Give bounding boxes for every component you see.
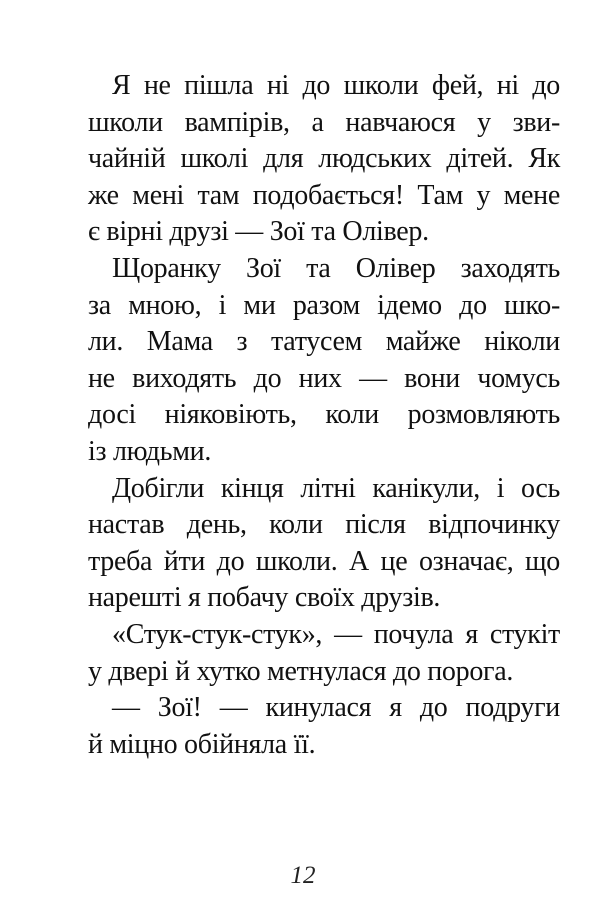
paragraph-2-line-1: Щоранку Зої та Олівер заходять — [112, 252, 560, 284]
page-number: 12 — [290, 862, 316, 889]
paragraph-1-line-1: Я не пішла ні до школи фей, ні до — [112, 70, 560, 101]
paragraph-3-line-4: нарешті я побачу своїх друзів. — [88, 582, 441, 614]
paragraph-3-line-2: настав день, коли після відпочинку — [88, 509, 560, 541]
paragraph-1-line-3: чайній школі для людських дітей. Як — [88, 143, 560, 175]
paragraph-5-line-2: й міцно обійняла її. — [88, 728, 316, 760]
paragraph-5-line-1: — Зої! — кинулася я до подруги — [112, 692, 560, 724]
paragraph-1-line-4: же мені там подобається! Там у мене — [88, 179, 560, 211]
paragraph-1-line-5: є вірні друзі — Зої та Олівер. — [88, 216, 429, 248]
paragraph-3-line-1: Добігли кінця літні канікули, і ось — [112, 472, 560, 504]
paragraph-2-line-4: не виходять до них — вони чомусь — [88, 362, 560, 394]
body-text — [88, 68, 560, 763]
paragraph-4-line-1: «Стук-стук-стук», — почула я стукіт — [112, 618, 560, 650]
paragraph-2-line-2: за мною, і ми разом ідемо до шко- — [88, 289, 560, 321]
paragraph-2-line-6: із людьми. — [88, 435, 212, 467]
paragraph-3-line-3: треба йти до школи. А це означає, що — [88, 545, 560, 577]
paragraph-1-line-2: школи вампірів, а навчаюся у зви- — [88, 106, 560, 138]
paragraph-2-line-5: досі ніяковіють, коли розмовляють — [88, 399, 560, 431]
paragraph-2-line-3: ли. Мама з татусем майже ніколи — [88, 326, 560, 358]
paragraph-4-line-2: у двері й хутко метнулася до порога. — [88, 655, 514, 687]
